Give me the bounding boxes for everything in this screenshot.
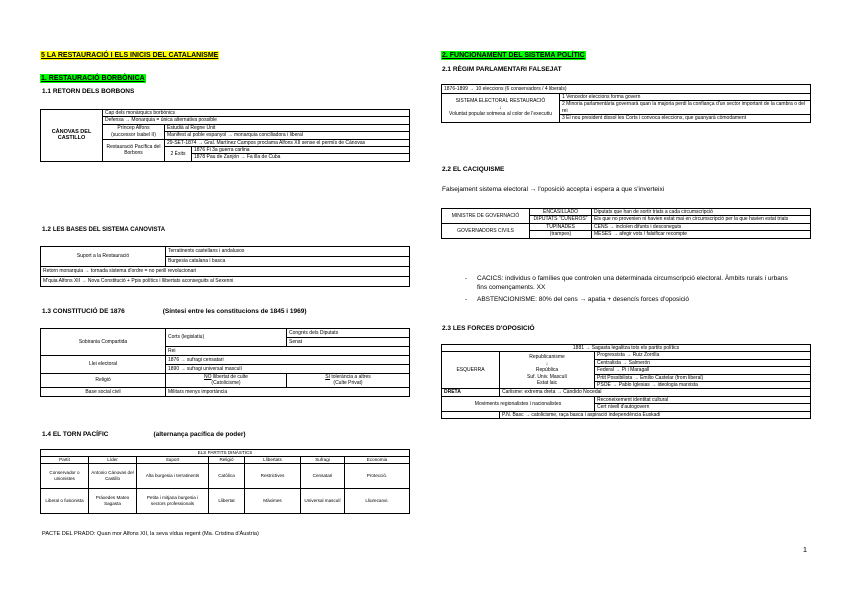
si-label: SI xyxy=(325,374,330,380)
cell-tupinades: TUPINADES xyxy=(530,223,592,230)
heading-1-3 xyxy=(42,308,307,315)
cell-estudia: Estudià al Regne Unit xyxy=(165,124,410,131)
cell-base-social: Base social civil xyxy=(41,387,166,396)
table-cell: Petita i mitjana burgesia i sectors professionals xyxy=(137,488,209,513)
cell-psoe: PSOE → Pablo Iglesias → ideologia marxista xyxy=(595,382,811,389)
cell-congres: Congrés dels Diputats xyxy=(287,329,410,338)
culte-privat: (Culte Privat) xyxy=(333,380,363,387)
table-cell: Lliurecanvi. xyxy=(345,488,410,513)
cell-ministre: MINISTRE DE GOVERNACIÓ xyxy=(442,209,530,224)
header-cell: Sufragi xyxy=(301,456,345,463)
header-cell: Religió xyxy=(209,456,245,463)
cell-governadors: GOVERNADORS CIVILS xyxy=(442,223,530,238)
heading-1-2 xyxy=(42,226,165,233)
heading-1-1: 1.1 RETORN DELS BORBONS xyxy=(42,88,135,95)
cell-religio: Religió xyxy=(41,374,166,388)
header-cell: Llibertats xyxy=(245,456,301,463)
voluntat-text: Voluntat popular sotmesa al color de l'executiu xyxy=(449,111,552,118)
cell-1876: 1876 Fi 3a guerra carlina xyxy=(192,147,410,154)
cell-pnb: P.N. Basc → catolicisme, raça basca i aspiració independència Euskadi xyxy=(500,411,811,418)
cell-terratinents: Terratinents castellans i andalusos xyxy=(166,247,410,257)
cell-possibilista: Prtit Possibilista → Emilio Castelar (from liberal) xyxy=(595,374,811,381)
heading-2-2: 2.2 EL CACIQUISME xyxy=(442,166,505,173)
heading-1-3-text: 1.3 CONSTITUCIÓ DE 1876 xyxy=(42,308,125,315)
table-cell: Alta burgesia i terratinents xyxy=(137,463,209,488)
cell-retorn: Retorn monarquia → tornada sistema d'ordre = no perill revolucionari xyxy=(41,267,410,277)
header-cell: Partit xyxy=(41,456,89,463)
heading-1-4-sub: (alternança pacífica de poder) xyxy=(153,431,246,438)
cell-sistema-electoral xyxy=(442,94,560,123)
bullet-cacics: - CACICS: individus o famílies que controlen una determinada circumscripció electoral. Àmbits rurals i urbans fins començaments. XX xyxy=(455,274,795,292)
header-cell: Suport xyxy=(137,456,209,463)
cell-diputats: DIPUTATS "CUNEROS" xyxy=(530,216,592,223)
table-caciquisme xyxy=(441,208,811,239)
page-number: 1 xyxy=(802,545,807,554)
no-text: llibertat de culte xyxy=(212,374,248,380)
cell-moviments: Moviments regionalistes i nacionalistes xyxy=(442,396,595,411)
cell-carlisme: Carlisme: extrema dreta → Càndido Nocedal xyxy=(500,389,811,396)
cell-diputats-desc: Els que no provenien ni havien estat mai en circumscripció per la que havien estat triats xyxy=(592,216,811,223)
cell-reconeixement: Reconeixement identitat cultural xyxy=(595,396,811,403)
heading-1-4-text: 1.4 EL TORN PACÍFIC xyxy=(42,431,109,438)
table-cell: Màximes xyxy=(245,488,301,513)
table-header-row xyxy=(41,456,410,463)
table-cell: Liberal o fusionista xyxy=(41,488,89,513)
pacte-prado: PACTE DEL PRADO: Quan mor Alfons XII, la seva vídua regent (Ma. Cristina d'Àustria) xyxy=(42,531,259,537)
header-cell: Líder xyxy=(89,456,137,463)
table-caption: ELS PARTITS DINÀSTICS xyxy=(41,450,410,457)
table-cell: Universal masculí xyxy=(301,488,345,513)
cell-president: 3 El nou president dissol les Corts i convoca eleccions, que guanyarà còmodament xyxy=(560,115,811,122)
table-cell: Restrictives xyxy=(245,463,301,488)
cell-autogovern: Cert nivell d'autogovern xyxy=(595,404,811,411)
cell-defensa: Defensa → Monarquia = única alternativa possible xyxy=(103,117,410,124)
cell-senat: Senat xyxy=(287,338,410,347)
cell-exits: 2 Èxits xyxy=(165,147,192,162)
table-cell: Llibertat xyxy=(209,488,245,513)
cell-1876-sufragi: 1876 → sufragi censatari xyxy=(166,356,410,365)
section-1-title-text: 1. RESTAURACIÓ BORBÒNICA xyxy=(41,75,145,82)
cell-cens: CENS → incloïen difunts i desconeguts xyxy=(592,223,811,230)
cell-vencedor: 1 Vencedor eleccions forma govern xyxy=(560,94,811,101)
table-partits-dinastics xyxy=(40,449,410,514)
cell-si-tolerancia xyxy=(287,374,410,388)
cell-29set: 29-SET-1874 → Gral. Martínez Campos proclama Alfons XII sense el permís de Cánovas xyxy=(165,139,410,146)
cell-1878: 1878 Pau de Zanjón → Fa illa de Cuba xyxy=(192,154,410,161)
header-cell: Economia xyxy=(345,456,410,463)
chapter-title xyxy=(40,44,219,62)
table-constitucio xyxy=(40,328,410,397)
cell-sobirania: Sobirania Compartida xyxy=(41,329,166,356)
cell-restauracio: Restauració Pacífica del Borbons xyxy=(103,139,165,161)
cell-principe: Príncep Alfons (successor Isabel II) xyxy=(103,124,165,139)
heading-2-3: 2.3 LES FORCES D'OPOSICIÓ xyxy=(442,325,535,332)
cell-meses: MESES → afegir vots / falsificar recompte xyxy=(592,231,811,238)
table-row xyxy=(41,488,410,513)
cell-llei: Llei electoral xyxy=(41,356,166,374)
cell-no-llibertat xyxy=(166,374,287,388)
table-row xyxy=(41,463,410,488)
table-retorn-borbons xyxy=(40,109,410,162)
cell-1876-1899: 1876-1899 → 10 eleccions (6 conservadors / 4 liberals) xyxy=(442,85,811,94)
table-cell: Catòlica xyxy=(209,463,245,488)
cell-burgesia: Burgesia catalana i basca xyxy=(166,257,410,267)
heading-1-3-sub: (Síntesi entre les constitucions de 1845 i 1969) xyxy=(162,308,307,315)
table-forces-oposicio xyxy=(441,344,811,419)
republicanisme-text: Republicanisme xyxy=(529,354,565,361)
cell-encasillado-desc: Diputats que han de sortir triats a cada circumscripció xyxy=(592,209,811,216)
down-arrow-icon: ↓ xyxy=(545,360,549,367)
cell-manifest: Manifest al poble espanyol → monarquia conciliadora i liberal xyxy=(165,132,410,139)
cell-1881: 1881 → Sagasta legalitza tots els partits polítics xyxy=(442,345,811,352)
cell-encasillado: ENCASILLADO xyxy=(530,209,592,216)
republica-text: República xyxy=(535,367,559,374)
cell-dreta: DRETA xyxy=(442,389,500,396)
cell-rei: Rei xyxy=(166,347,410,356)
section-2-title xyxy=(441,44,586,62)
cell-trampes: (trampes) xyxy=(530,231,592,238)
cell-corts: Corts (legislatiu) xyxy=(166,329,287,347)
heading-2-1: 2.1 RÈGIM PARLAMENTARI FALSEJAT xyxy=(442,66,562,73)
cell-minoria: 2 Minoria parlamentària governarà quan la majoria perdi la confiança d'un sector important de la cambra o del rei xyxy=(560,101,811,115)
bullet-list xyxy=(455,274,795,304)
section-2-title-text: 2. FUNCIONAMENT DEL SISTEMA POLÍTIC xyxy=(442,52,585,59)
cell-empty xyxy=(442,411,500,418)
down-arrow-icon: ↓ xyxy=(499,104,502,111)
sufragi-text: Suf. Univ. Masculí xyxy=(527,373,567,380)
si-text: tolerància a altres xyxy=(331,374,371,380)
table-cell: Conservador o unionistes xyxy=(41,463,89,488)
cell-militars: Militars menys importància xyxy=(166,387,410,396)
table-cell: Protecció. xyxy=(345,463,410,488)
cell-1890-sufragi: 1890 → sufragi universal masculí xyxy=(166,365,410,374)
bullet-abstencionisme: - ABSTENCIONISME: 80% del cens → apatia + desencís forces d'oposició xyxy=(455,295,795,304)
heading-1-2-num: 1.2 xyxy=(42,226,52,233)
cell-canovas: CÀNOVAS DEL CASTILLO xyxy=(41,110,103,162)
cell-esquerra: ESQUERRA xyxy=(442,352,500,389)
heading-1-4 xyxy=(42,431,246,438)
table-cell: Censatari xyxy=(301,463,345,488)
cell-centralista: Centralista → Salmerón xyxy=(595,359,811,366)
cell-mquia: M'quia Alfons XII → Nova Constitució + Ppis polítics i llibertats aconseguits al Sexenni xyxy=(41,277,410,287)
cell-republicanisme xyxy=(500,352,595,389)
cell-suport: Suport a la Restauració xyxy=(41,247,166,267)
table-cell: Antonio Cánovas del Castillo xyxy=(89,463,137,488)
heading-1-2-text: LES BASES DEL SISTEMA CANOVISTA xyxy=(52,227,166,233)
cell-cap: Cap dels monàrquics borbònics xyxy=(103,110,410,117)
cell-progressista: Progressista → Ruiz Zorrilla xyxy=(595,352,811,359)
table-regim-parlamentari xyxy=(441,84,811,123)
section-1-title xyxy=(40,67,146,85)
table-cell: Práxedes Mateo Sagasta xyxy=(89,488,137,513)
estat-laic-text: Estat laic xyxy=(536,380,558,387)
no-label: NO xyxy=(204,374,212,380)
catolicisme: (Catolicisme) xyxy=(211,380,241,387)
sistema-text: SISTEMA ELECTORAL RESTAURACIÓ xyxy=(455,98,546,105)
cell-federal: Federal → Pi i Maragall xyxy=(595,367,811,374)
table-bases xyxy=(40,246,410,287)
chapter-title-text: 5 LA RESTAURACIÓ I ELS INICIS DEL CATALANISME xyxy=(41,52,219,59)
falsejament-text: Falsejament sistema electoral → l'oposició accepta i espera a que s'inverteixi xyxy=(442,186,665,193)
